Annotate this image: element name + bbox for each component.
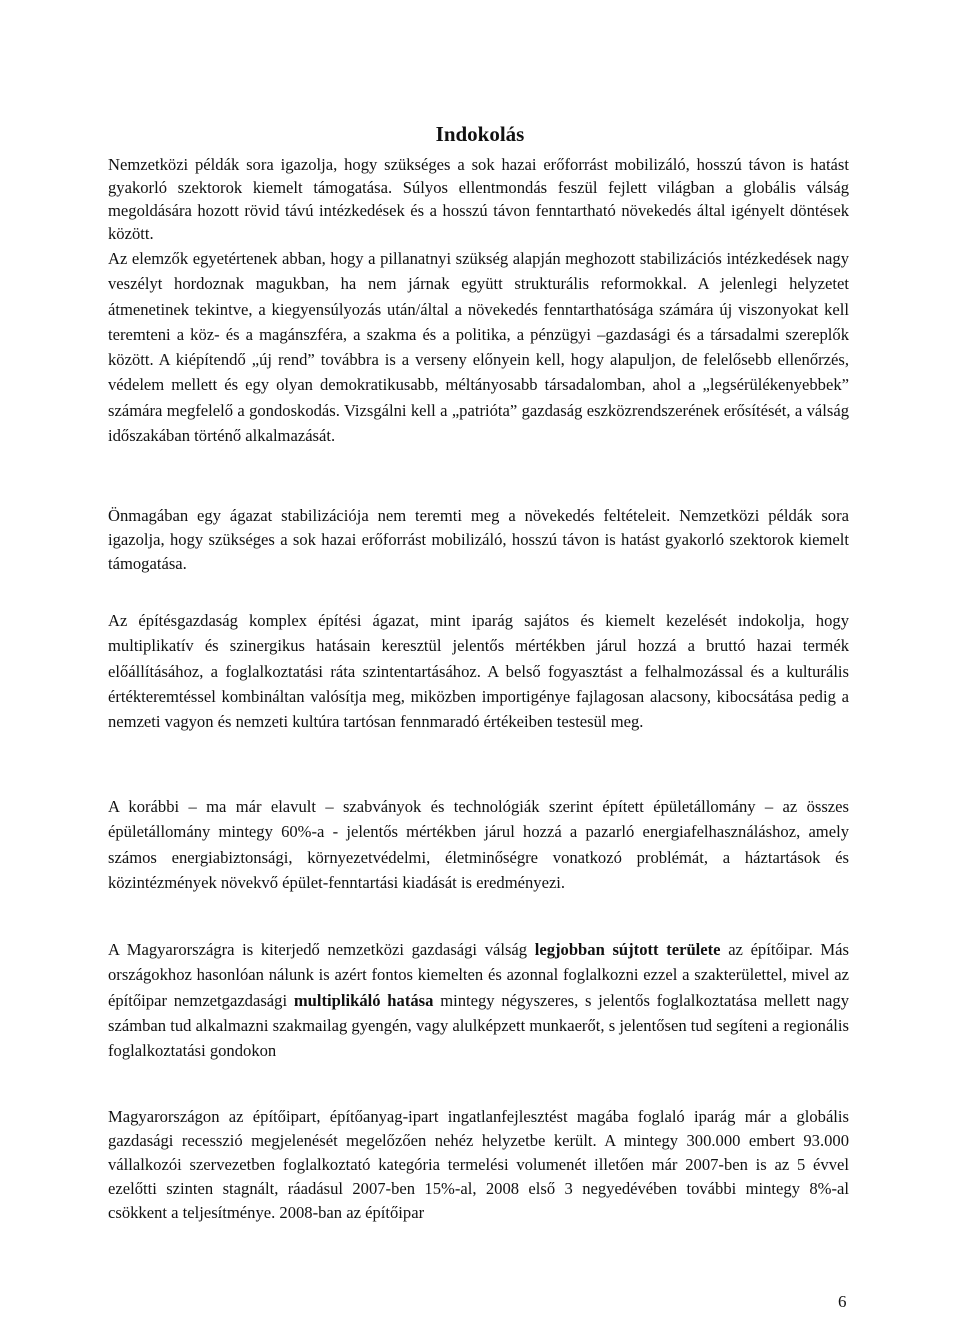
paragraph-7: Magyarországon az építőipart, építőanyag-ipart ingatlanfejlesztést magába foglaló iparág már a globális gazdasági recesszió megjelenését megelőzően nehéz helyzetbe került. A mintegy 300.000 embert 93.000 vállalkozói szervezetben foglalkoztató kategória termelési volumenét illetően már 2007-ben is az 5 évvel ezelőtti szinten stagnált, ráadásul 2007-ben 15%-al, 2008 első 3 negyedévében további mintegy 8%-al csökkent a teljesítménye. 2008-ban az építőipar <box>108 1107 849 1222</box>
paragraph-5: A korábbi – ma már elavult – szabványok és technológiák szerint épített épületállomány – az összes épületállomány mintegy 60%-a - jelentős mértékben járul hozzá a pazarló energiafelhasználáshoz, amely számos energiabiztonsági, környezetvédelmi, életminőségre vonatkozó problémát, a háztartások és közintézmények növekvő épület-fenntartási kiadását is eredményezi. <box>108 797 849 892</box>
paragraph-6-bold-2: multiplikáló hatása <box>293 990 434 1010</box>
paragraph-6-bold-1: legjobban sújtott területe <box>534 940 721 959</box>
document-title: Indokolás <box>435 122 525 147</box>
paragraph-6-text-1: A Magyarországra is kiterjedő nemzetközi gazdasági válság <box>108 940 535 959</box>
paragraph-2: Az elemzők egyetértenek abban, hogy a pillanatnyi szükség alapján meghozott stabilizációs intézkedések nagy veszélyt hordoznak magukban, ha nem járnak együtt strukturális reformokkal. A jelenlegi helyzetet átmenetinek tekintve, a kiegyensúlyozás után/által a növekedés fenntarthatósága számára új viszonyokat kell teremteni a köz- és a magánszféra, a szakma és a politika, a pénzügyi –gazdasági és a társadalmi szereplők között. A kiépítendő „új rend” továbbra is a verseny előnyein kell, hogy alapuljon, de felelősebb ellenőrzés, védelem mellett és egy olyan demokratikusabb, méltányosabb társadalomban, ahol a „legsérülékenyebbek” számára megfelelő a gondoskodás. Vizsgálni kell a „patrióta” gazdaság eszközrendszerének erősítését, a válság időszakában történő alkalmazását. <box>108 249 849 446</box>
paragraph-6-text-2: az építőipar. Más országokhoz hasonlóan nálunk is azért fontos kiemelten és azonnal foglalkozni ezzel a szakterülettel, mivel az építőipar nemzetgazdasági <box>108 940 850 1010</box>
paragraph-6-text-3: mintegy négyszeres, s jelentős foglalkoztatása mellett nagy számban tud alkalmazni szakmailag gyengén, vagy alulképzett munkaerőt, s jelentősen tud segíteni a regionális foglalkoztatási gondokon <box>108 990 849 1061</box>
paragraph-4: Az építésgazdaság komplex építési ágazat, mint iparág sajátos és kiemelt kezelését indokolja, hogy multiplikatív és szinergikus hatásain keresztül jelentős mértékben járul hozzá a bruttó hazai termék előállításához, a foglalkoztatási ráta szintentartásához. A belső fogyasztást a felhalmozással és a kulturális értékteremtéssel kombináltan valósítja meg, miközben importigénye fajlagosan alacsony, kibocsátása pedig a nemzeti vagyon és nemzeti kultúra tartósan fennmaradó értékeiben testesül meg. <box>108 611 849 732</box>
paragraph-6 <box>108 937 849 1063</box>
paragraph-3: Önmagában egy ágazat stabilizációja nem teremti meg a növekedés feltételeit. Nemzetközi példák sora igazolja, hogy szükséges a sok hazai erőforrást mobilizáló, hosszú távon is hatást gyakorló szektorok kiemelt támogatása. <box>108 506 849 573</box>
paragraph-1: Nemzetközi példák sora igazolja, hogy szükséges a sok hazai erőforrást mobilizáló, hosszú távon is hatást gyakorló szektorok kiemelt támogatása. Súlyos ellentmondás feszül fejlett világban a globális válság megoldására hozott rövid távú intézkedések és a hosszú távon fenntartható növekedés által igényelt döntések között. <box>108 155 849 243</box>
page-number: 6 <box>838 1292 847 1311</box>
